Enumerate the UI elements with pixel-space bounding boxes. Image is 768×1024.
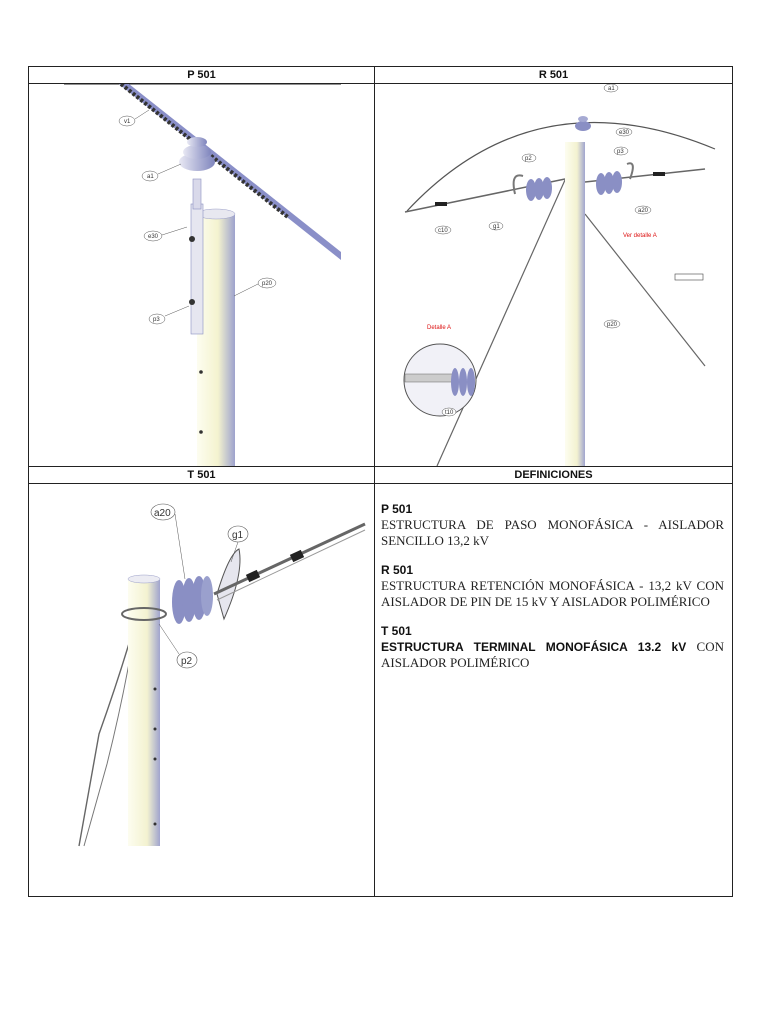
hole: [154, 728, 157, 731]
definition-text-rest: CON AISLADOR POLIMÉRICO: [381, 639, 724, 670]
r501-drawing: [375, 84, 732, 466]
definition-code: P 501: [381, 502, 413, 516]
svg-text:a20: a20: [154, 508, 171, 519]
callout-t10: [442, 408, 456, 416]
pole-top: [128, 575, 160, 583]
header-r501: R 501: [375, 67, 733, 84]
definition-t501: [381, 624, 724, 671]
svg-text:p20: p20: [262, 281, 273, 287]
svg-text:v1: v1: [124, 119, 131, 125]
bolt: [189, 299, 195, 305]
callout-p3: [149, 306, 189, 324]
svg-text:c10: c10: [438, 228, 448, 234]
callout-a1: [604, 84, 618, 92]
figure-p501: [29, 84, 374, 466]
dead-end-clamp: [514, 175, 523, 194]
figure-t501: [29, 484, 374, 896]
suspension-insulator-right: [596, 171, 622, 195]
suspension-insulator-left: [526, 177, 552, 201]
top-pin-insulator: [578, 116, 588, 122]
svg-text:p20: p20: [607, 322, 618, 328]
definition-r501: [381, 563, 724, 610]
jumper-arc: [407, 122, 715, 211]
svg-text:p3: p3: [617, 149, 624, 155]
callout-g1: [489, 222, 503, 230]
definition-text: ESTRUCTURA DE PASO MONOFÁSICA - AISLADOR SENCILLO 13,2 kV: [381, 517, 724, 548]
svg-text:p2: p2: [525, 156, 532, 162]
svg-text:g1: g1: [493, 224, 500, 230]
top-pin-insulator: [575, 121, 591, 131]
hole: [154, 758, 157, 761]
callout-p20: [234, 278, 276, 296]
cable-sleeve: [435, 202, 447, 206]
structures-table: [28, 66, 733, 897]
callout-e30: [616, 128, 632, 136]
hole: [154, 688, 157, 691]
callout-p3: [614, 147, 628, 155]
svg-text:a1: a1: [147, 174, 154, 180]
callout-a1: [142, 164, 181, 181]
hole: [154, 823, 157, 826]
hole: [199, 430, 203, 434]
definition-code: R 501: [381, 563, 414, 577]
callout-c10: [435, 226, 451, 234]
header-definiciones: DEFINICIONES: [375, 467, 733, 484]
pin: [193, 179, 201, 209]
svg-text:p3: p3: [153, 317, 160, 323]
definition-text: [381, 639, 724, 671]
definitions-panel: [375, 484, 732, 896]
svg-text:a1: a1: [608, 86, 615, 92]
callout-a20: [151, 504, 185, 579]
p501-drawing: [29, 84, 374, 466]
pole: [565, 142, 585, 466]
figure-r501: [375, 84, 732, 466]
hole: [199, 370, 203, 374]
detalle-a-label: Detalle A: [427, 325, 452, 331]
note-box: [675, 274, 703, 280]
guy-wire: [437, 180, 565, 466]
detail-a-view: [404, 344, 476, 416]
svg-text:a20: a20: [638, 208, 649, 214]
bolt: [189, 236, 195, 242]
ver-detalle-label: Ver detalle A: [623, 233, 657, 239]
callout-v1: [119, 110, 149, 126]
pin-insulator: [183, 145, 211, 159]
polymer-insulator: [172, 576, 213, 624]
header-p501: P 501: [29, 67, 375, 84]
callout-e30: [144, 227, 187, 241]
definition-text: ESTRUCTURA RETENCIÓN MONOFÁSICA - 13,2 kV CON AISLADOR DE PIN DE 15 kV Y AISLADOR POLIMÉRICO: [381, 578, 724, 609]
header-t501: T 501: [29, 467, 375, 484]
svg-text:g1: g1: [232, 530, 244, 541]
t501-drawing: [29, 484, 374, 896]
svg-text:t10: t10: [445, 410, 454, 416]
definition-text-bold: ESTRUCTURA TERMINAL MONOFÁSICA 13.2 kV: [381, 640, 687, 654]
callout-p2: [522, 154, 536, 162]
callout-a20: [635, 206, 651, 214]
svg-text:p2: p2: [181, 656, 193, 667]
definition-code: T 501: [381, 624, 412, 638]
svg-text:e30: e30: [148, 234, 159, 240]
definition-p501: [381, 502, 724, 549]
callout-p2: [159, 624, 197, 668]
callout-p20: [604, 320, 620, 328]
svg-text:e30: e30: [619, 130, 630, 136]
pin-bracket: [191, 204, 203, 334]
cable-sleeve: [653, 172, 665, 176]
pin-insulator: [187, 137, 207, 147]
